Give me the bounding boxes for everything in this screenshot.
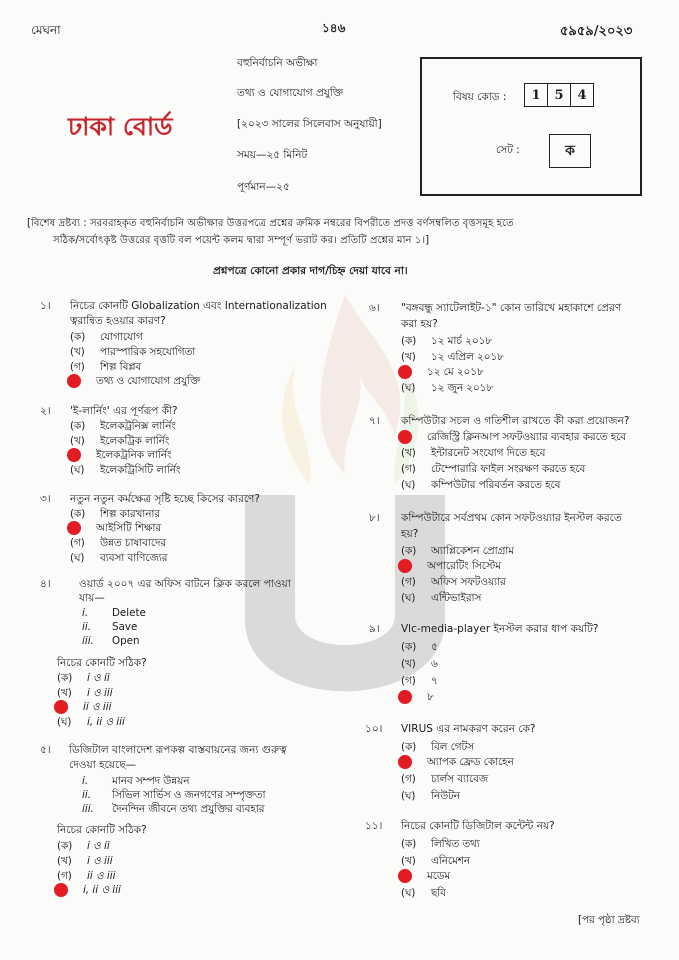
option-row (57, 854, 113, 868)
option-label: (ঘ) (70, 552, 85, 564)
option-row (401, 478, 560, 492)
question-text: কম্পিউটার সচল ও গতিশীল রাখতে কী করা প্রয়োজন? (401, 415, 630, 427)
answer-marker (67, 448, 81, 462)
code-digit: 4 (571, 83, 594, 107)
statement-text: দৈনন্দিন জীবনে তথ্য প্রযুক্তির ব্যবহার (112, 803, 265, 815)
question-text: নতুন নতুন কর্মক্ষেত্র সৃষ্টি হচ্ছে কিসের কারণে? (70, 493, 260, 505)
question-number: ৪। (40, 578, 51, 590)
option-text: এন্টিভাইরাস (431, 592, 482, 604)
question-text: Vlc-media-player ইনস্টল করার ধাপ কয়টি? (401, 623, 599, 635)
question-text: কম্পিউটারে সর্বপ্রথম কোন সফটওয়্যার ইনস্টল করতে (401, 512, 622, 524)
option-label: (ঘ) (401, 887, 416, 899)
option-row (401, 674, 438, 688)
option-label: (ক) (401, 545, 417, 557)
option-row-answer (395, 869, 450, 883)
option-row-answer (395, 365, 484, 379)
code-box (420, 57, 642, 196)
option-label: (ঘ) (401, 479, 416, 491)
option-text: তথ্য ও যোগাযোগ প্রযুক্তি (96, 375, 200, 387)
answer-marker (54, 700, 68, 714)
option-row (70, 345, 195, 359)
statement-text: Open (112, 635, 140, 647)
option-row (70, 551, 167, 565)
statement-text: মানব সম্পদ উন্নয়ন (112, 775, 190, 787)
full-marks: পূর্ণমান—২৫ (237, 181, 290, 193)
option-label: (ঘ) (401, 382, 416, 394)
option-text: ৮ (427, 691, 434, 703)
option-label: (ক) (57, 840, 73, 852)
code-digit: 1 (524, 83, 548, 107)
set-value: ক (549, 134, 591, 168)
instruction-line-2: সঠিক/সর্বোৎকৃষ্ট উত্তরের বৃত্তটি বল পয়েন্ট কলম দ্বারা সম্পূর্ণ ভরাট কর। প্রতিটি প্রশ্নের মান ১।] (53, 235, 430, 246)
question-text: ত্বরান্বিত হওয়ার কারণ? (70, 315, 166, 327)
statement-label: ii. (82, 621, 91, 633)
option-label: (ঘ) (401, 592, 416, 604)
option-text: কম্পিউটার পরিবর্তন করতে হবে (431, 479, 561, 491)
question-text: 'ই-লার্নিং' এর পূর্ণরূপ কী? (70, 405, 178, 417)
option-text: পারস্পারিক সহযোগিতা (100, 346, 196, 358)
option-row (401, 640, 438, 654)
subject-code-cells (524, 83, 594, 107)
option-row (70, 434, 169, 448)
option-text: চার্লস ব্যাবেজ (431, 773, 489, 785)
option-text: i ও ii (87, 840, 110, 852)
option-text: ব্যবসা বাণিজ্যের (100, 552, 168, 564)
statement-text: Delete (112, 607, 146, 619)
question-text: VIRUS এর নামকরণ করেন কে? (401, 723, 536, 735)
option-label: (গ) (401, 576, 416, 588)
option-text: i ও iii (87, 855, 113, 867)
option-row (401, 740, 474, 754)
option-label: (ক) (70, 331, 86, 343)
option-row (401, 772, 488, 786)
option-text: ১২ জুন ২০১৮ (431, 382, 494, 394)
option-row (401, 591, 481, 605)
option-label: (খ) (70, 435, 85, 447)
statement-label: i. (82, 775, 89, 787)
code-digit: 5 (548, 83, 571, 107)
question-number: ১০। (365, 723, 383, 735)
option-row (401, 381, 493, 395)
option-text: বিল গেটস (431, 741, 474, 753)
option-text: অ্যাপ্লিকেশন প্রোগ্রাম (431, 545, 514, 557)
exam-type: বহুনির্বাচনি অভীক্ষা (237, 57, 318, 69)
statement-label: ii. (82, 789, 91, 801)
subject-code-label: বিষয় কোড : (453, 91, 507, 103)
option-label: (গ) (401, 463, 416, 475)
option-label: (গ) (401, 773, 416, 785)
answer-marker (67, 521, 81, 535)
option-text: টেম্পোরারি ফাইল সংরক্ষণ করতে হবে (431, 463, 586, 475)
option-text: অফিস সফটওয়্যার (431, 576, 506, 588)
option-row (57, 686, 113, 700)
answer-marker (398, 690, 412, 704)
option-label: (গ) (70, 537, 85, 549)
question-ask: নিচের কোনটি সঠিক? (57, 657, 147, 669)
question-text: নিচের কোনটি Globalization এবং Internationalization (70, 300, 327, 312)
option-label: (খ) (401, 658, 416, 670)
option-row (401, 789, 460, 803)
option-text: ৬ (431, 658, 438, 670)
option-label: (গ) (70, 361, 85, 373)
question-text: হয়? (401, 528, 419, 540)
page-number: ১৪৬ (322, 21, 346, 35)
reference-code: ৫৯৫৯/২০২৩ (560, 24, 633, 39)
answer-marker (398, 430, 412, 444)
option-text: ১২ মে ২০১৮ (427, 366, 484, 378)
option-text: মডেম (427, 870, 451, 882)
option-text: ii ও iii (87, 870, 116, 882)
answer-marker (54, 883, 68, 897)
subject-name: তথ্য ও যোগাযোগ প্রযুক্তি (237, 87, 344, 99)
option-label: (খ) (401, 855, 416, 867)
question-number: ৭। (369, 415, 380, 427)
option-text: ৫ (431, 641, 438, 653)
option-label: (গ) (57, 870, 72, 882)
option-text: ইলেকট্রনিক লার্নিং (96, 449, 172, 461)
question-number: ৬। (369, 302, 380, 314)
option-row-answer (395, 430, 626, 444)
option-row-answer (51, 700, 111, 714)
option-label: (ক) (401, 641, 417, 653)
option-text: শিল্প কারখানার (100, 508, 161, 520)
syllabus-note: [২০২৩ সালের সিলেবাস অনুযায়ী] (237, 118, 382, 130)
option-text: রেজিস্ট্রি ক্লিনআপ সফটওয়্যার ব্যবহার করতে হবে (427, 431, 627, 443)
option-text: ইন্টারনেট সংযোগ দিতে হবে (431, 447, 546, 459)
option-row-answer (64, 448, 171, 462)
option-row (401, 837, 480, 851)
option-row (57, 839, 110, 853)
option-label: (ক) (401, 838, 417, 850)
question-number: ৯। (369, 623, 380, 635)
option-row (401, 575, 506, 589)
statement-row (82, 606, 146, 620)
option-row (401, 544, 514, 558)
option-row-answer (395, 690, 434, 704)
option-label: (ঘ) (57, 716, 72, 728)
question-number: ১। (40, 300, 51, 312)
option-row (70, 463, 180, 477)
option-label: (ক) (57, 672, 73, 684)
option-row-answer (64, 521, 161, 535)
option-row (401, 657, 438, 671)
option-text: i ও ii (87, 672, 110, 684)
option-label: (খ) (401, 351, 416, 363)
statement-label: iii. (82, 635, 94, 647)
question-text: নিচের কোনটি ডিজিটাল কন্টেন্ট নয়? (401, 820, 555, 832)
question-text: যায়— (79, 592, 105, 604)
option-row (401, 334, 492, 348)
question-ask: নিচের কোনটি সঠিক? (57, 824, 147, 836)
option-text: উন্নত চাষাবাদের (100, 537, 167, 549)
option-label: (খ) (70, 346, 85, 358)
set-label: সেট : (496, 144, 520, 156)
next-page-note: [পর পৃষ্ঠা দ্রষ্টব্য (578, 914, 640, 926)
option-label: (ঘ) (401, 790, 416, 802)
answer-marker (67, 374, 81, 388)
statement-row (82, 774, 189, 788)
option-text: শিল্প বিপ্লব (100, 361, 142, 373)
option-text: ইলেকট্রিক লার্নিং (100, 435, 170, 447)
option-text: i, ii ও iii (83, 884, 121, 896)
option-label: (ক) (401, 741, 417, 753)
publisher-name: মেঘনা (31, 23, 61, 37)
option-row (401, 462, 585, 476)
option-label: (খ) (57, 855, 72, 867)
option-row (57, 869, 115, 883)
option-row-answer (395, 755, 514, 769)
answer-marker (398, 559, 412, 573)
statement-text: সিভিল সার্ভিস ও জনগণের সম্পৃক্ততা (112, 789, 266, 801)
option-row (57, 715, 125, 729)
question-number: ১১। (365, 820, 383, 832)
option-text: আইসিটি শিক্ষার (96, 522, 161, 534)
statement-label: i. (82, 607, 89, 619)
option-row (70, 536, 166, 550)
option-label: (ঘ) (70, 464, 85, 476)
statement-label: iii. (82, 803, 94, 815)
option-text: ১২ এপ্রিল ২০১৮ (431, 351, 504, 363)
option-text: অ্যাপক ফ্রেড কোহেন (427, 756, 514, 768)
option-text: যোগাযোগ (100, 331, 143, 343)
option-label: (গ) (401, 675, 416, 687)
option-text: ৭ (431, 675, 438, 687)
answer-marker (398, 365, 412, 379)
option-row (70, 419, 176, 433)
question-text: করা হয়? (401, 318, 438, 330)
option-label: (ক) (401, 335, 417, 347)
option-text: ছবি (431, 887, 446, 899)
option-row-answer (395, 559, 501, 573)
statement-row (82, 802, 264, 816)
question-number: ৮। (369, 512, 380, 524)
answer-marker (398, 755, 412, 769)
option-row (401, 446, 545, 460)
option-row (401, 350, 504, 364)
question-number: ৩। (40, 493, 51, 505)
option-row (70, 360, 141, 374)
question-text: ডিজিটাল বাংলাদেশ রূপকল্প বাস্তবায়নের জন্য গুরুত্ব (69, 744, 287, 756)
statement-row (82, 788, 266, 802)
warning-text: প্রশ্নপত্রে কোনো প্রকার দাগ/চিহ্ন দেয়া যাবে না। (213, 265, 408, 277)
answer-marker (398, 869, 412, 883)
option-label: (ক) (70, 508, 86, 520)
option-text: ইলেকট্রিসিটি লার্নিং (100, 464, 181, 476)
option-label: (খ) (401, 447, 416, 459)
question-text: "বঙ্গবন্ধু স্যাটেলাইট-১" কোন তারিখে মহাকাশে প্রেরণ (401, 302, 622, 314)
option-label: (ক) (70, 420, 86, 432)
question-text: ওয়ার্ড ২০০৭ এর অফিস বাটনে ক্লিক করলে পাওয়া (79, 578, 291, 590)
statement-text: Save (112, 621, 138, 633)
option-text: i ও iii (87, 687, 113, 699)
option-text: ইলেকট্রনিক্স লার্নিং (100, 420, 176, 432)
statement-row (82, 634, 140, 648)
option-label: (খ) (57, 687, 72, 699)
question-number: ৫। (40, 744, 51, 756)
instruction-line-1: [বিশেষ দ্রষ্টব্য : সরবরাহকৃত বহুনির্বাচনি অভীক্ষার উত্তরপত্রে প্রশ্নের ক্রমিক নম্বরের বিপরীতে প্রদত্ত বর্ণসম্বলিত বৃত্তসমূহ হতে (27, 218, 514, 229)
exam-time: সময়—২৫ মিনিট (237, 149, 308, 161)
option-text: ii ও iii (83, 701, 112, 713)
question-text: দেওয়া হয়েছে— (69, 759, 137, 771)
statement-row (82, 620, 137, 634)
option-row (401, 886, 446, 900)
option-text: নিউটন (431, 790, 460, 802)
option-text: ১২ মার্চ ২০১৮ (431, 335, 492, 347)
option-text: i, ii ও iii (87, 716, 125, 728)
option-text: অপারেটিং সিস্টেম (427, 560, 501, 572)
option-row (401, 854, 470, 868)
option-row-answer (51, 883, 121, 897)
board-title: ঢাকা বোর্ড (68, 112, 173, 141)
option-row-answer (64, 374, 200, 388)
option-text: এনিমেশন (431, 855, 471, 867)
option-row (70, 507, 160, 521)
option-row (70, 330, 143, 344)
option-row (57, 671, 110, 685)
option-text: লিখিত তথ্য (431, 838, 480, 850)
question-number: ২। (40, 405, 51, 417)
